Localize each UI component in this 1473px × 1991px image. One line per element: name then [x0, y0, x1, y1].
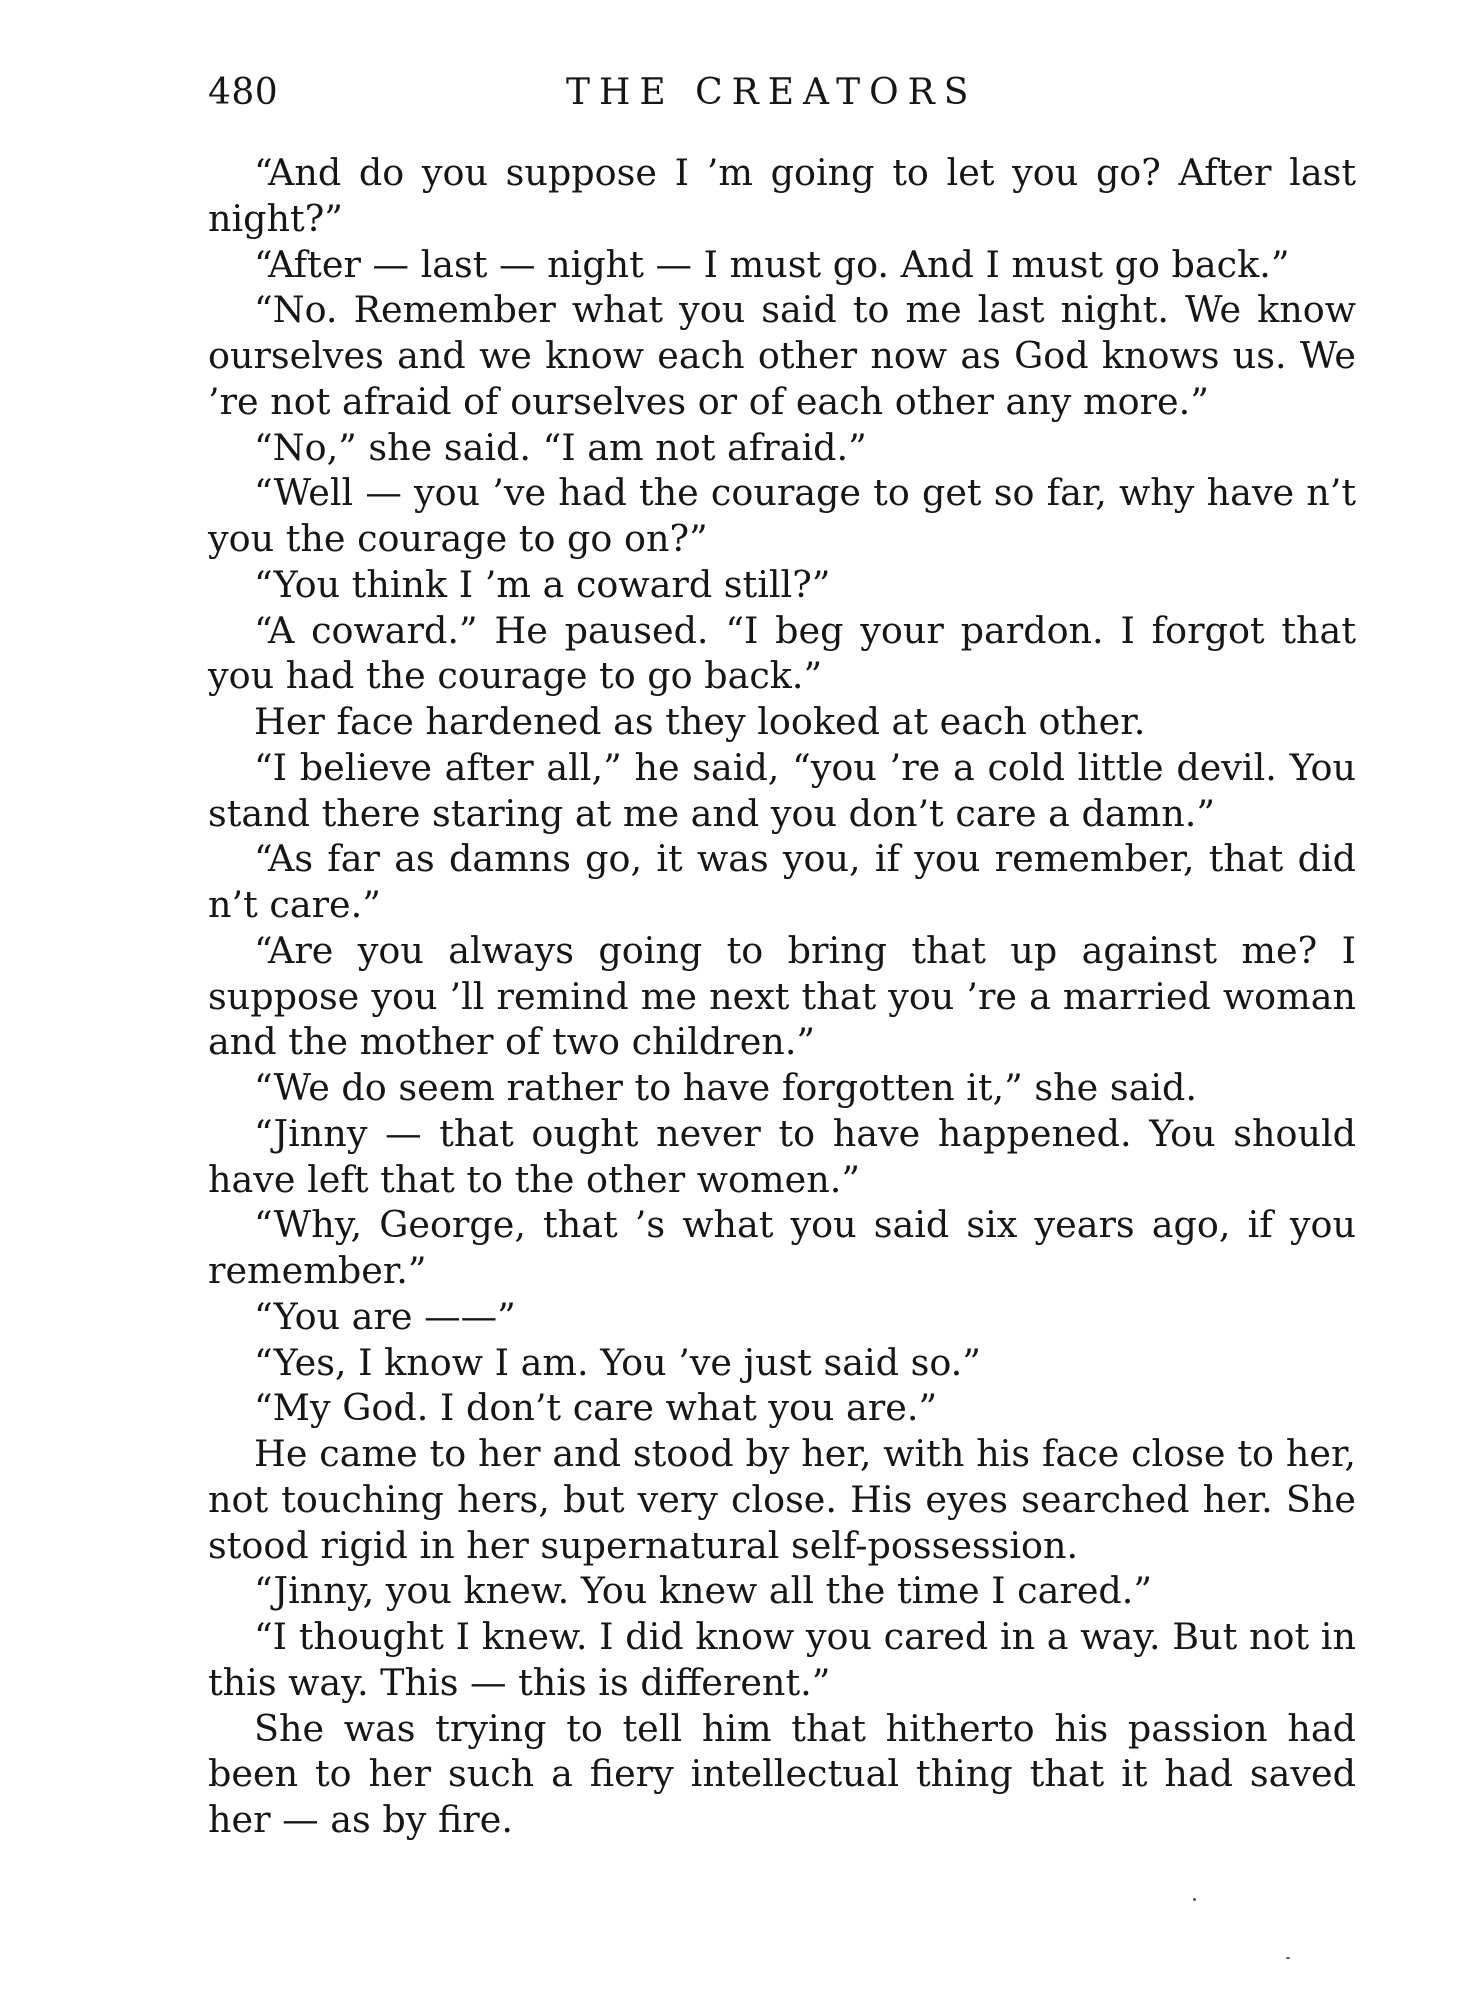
paragraph: “Why, George, that ’s what you said six years ago, if you remember.”: [208, 1203, 1356, 1292]
paragraph: “You are ——”: [254, 1294, 516, 1338]
paragraph: “My God. I don’t care what you are.”: [254, 1386, 938, 1430]
paragraph: She was trying to tell him that hitherto his passion had been to her such a fiery intellectual thing that it had saved her — as by fire.: [208, 1706, 1356, 1841]
paragraph: “A coward.” He paused. “I beg your pardon. I forgot that you had the courage to go back.”: [208, 608, 1356, 698]
paragraph: “After — last — night — I must go. And I must go back.”: [254, 242, 1290, 286]
body-text: [208, 150, 1356, 1843]
paragraph: He came to her and stood by her, with his face close to her, not touching hers, but very close. His eyes searched her. She stood rigid in her supernatural self-possession.: [208, 1432, 1356, 1567]
paragraph: “Jinny — that ought never to have happened. You should have left that to the other women.”: [208, 1111, 1356, 1201]
paragraph: Her face hardened as they looked at each other.: [254, 700, 1146, 743]
paragraph: “I thought I knew. I did know you cared in a way. But not in this way. This — this is different.”: [208, 1615, 1356, 1704]
paragraph: “Yes, I know I am. You ’ve just said so.”: [254, 1340, 981, 1384]
paragraph: “You think I ’m a coward still?”: [254, 562, 831, 606]
paragraph: “We do seem rather to have forgotten it,” she said.: [254, 1066, 1197, 1109]
scan-speck: [1286, 1957, 1290, 1959]
paragraph: “Are you always going to bring that up against me? I suppose you ’ll remind me next that you ’re a married woman and the mother of two children.”: [208, 928, 1356, 1064]
paragraph: “Well — you ’ve had the courage to get so far, why have n’t you the courage to go on?”: [208, 471, 1356, 560]
scan-speck: [1193, 1898, 1196, 1901]
paragraph: “No,” she said. “I am not afraid.”: [254, 425, 867, 469]
paragraph: “No. Remember what you said to me last night. We know ourselves and we know each other now as God knows us. We ’re not afraid of ourselves or of each other any more.”: [208, 288, 1356, 423]
paragraph: “As far as damns go, it was you, if you remember, that did n’t care.”: [208, 837, 1356, 926]
running-title: THE CREATORS: [566, 72, 978, 113]
paragraph: “I believe after all,” he said, “you ’re a cold little devil. You stand there staring at me and you don’t care a damn.”: [208, 745, 1356, 835]
paragraph: “And do you suppose I ’m going to let you go? After last night?”: [208, 151, 1356, 240]
paragraph: “Jinny, you knew. You knew all the time I cared.”: [254, 1569, 1153, 1613]
page-number: 480: [208, 72, 279, 113]
page-header: [208, 68, 1356, 118]
